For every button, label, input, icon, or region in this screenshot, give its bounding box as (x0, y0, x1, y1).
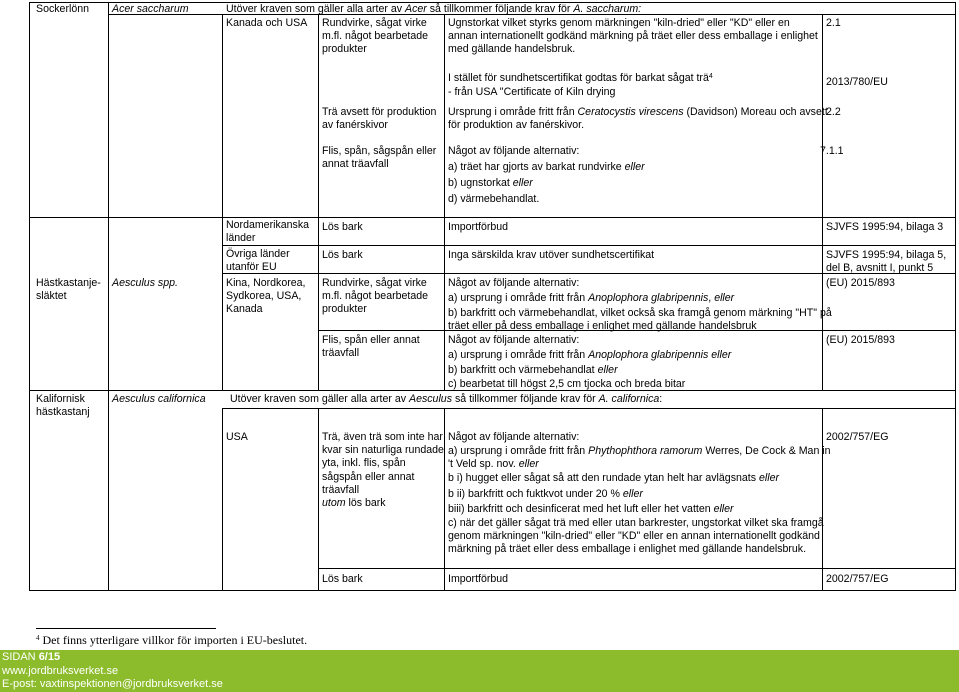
requirement-option: b) barkfritt och värmebehandlat eller (448, 364, 618, 376)
column-border (222, 408, 223, 591)
commodity: Flis, spån, sågspån eller annat träavfall (322, 145, 437, 171)
column-border (822, 217, 823, 391)
requirement-alt-certificate: I stället för sundhetscertifikat godtas för barkat sågat trä$^4$ (448, 72, 713, 84)
requirement-option: c) bearbetat till högst 2,5 cm tjocka och breda bitar (448, 378, 686, 390)
column-border (108, 2, 109, 591)
requirement: Ursprung i område fritt från Ceratocystis virescens (Davidson) Moreau och avsett för produktion av fanérskivor. (448, 106, 828, 132)
common-name: Sockerlönn (36, 3, 89, 15)
commodity: Rundvirke, sågat virke m.fl. något bearbetade produkter (322, 277, 429, 316)
requirement-option: a) ursprung i område fritt från Anoplophora glabripennis, eller (448, 292, 735, 304)
email-link[interactable]: E-post: vaxtinspektionen@jordbruksverket.se (2, 678, 223, 690)
column-border (444, 408, 445, 591)
reference: 2.2 (826, 106, 841, 118)
requirement-intro: Något av följande alternativ: (448, 277, 580, 289)
requirement-option: a) träet har gjorts av barkat rundvirke eller (448, 161, 645, 173)
requirement-option: b) ugnstorkat eller (448, 177, 533, 189)
column-border (29, 2, 30, 591)
commodity: Trä avsett för produktion av fanérskivor (322, 106, 437, 132)
requirement-option: b ii) barkfritt och fuktkvot under 20 % eller (448, 488, 643, 500)
row-border (222, 245, 955, 246)
reference: 2013/780/EU (826, 76, 888, 88)
commodity: Rundvirke, sågat virke m.fl. något bearbetade produkter (322, 17, 429, 56)
reference: SJVFS 1995:94, bilaga 3 (826, 221, 944, 233)
reference: 2002/757/EG (826, 573, 889, 585)
column-border (222, 217, 223, 391)
column-border (444, 217, 445, 391)
origin-country: Kanada och USA (226, 17, 308, 29)
reference: 2002/757/EG (826, 431, 889, 443)
requirement: Importförbud (448, 573, 509, 585)
row-border (29, 217, 955, 218)
requirement: Inga särskilda krav utöver sundhetscertifikat (448, 249, 655, 261)
species-name: Acer saccharum (112, 3, 189, 15)
origin-country: Nordamerikanska länder (226, 219, 310, 245)
common-name: Kalifornisk hästkastanj (36, 393, 90, 419)
column-border (444, 14, 445, 217)
requirement-alt-certificate-line: - från USA "Certificate of Kiln drying (448, 86, 616, 98)
commodity: Lös bark (322, 249, 363, 261)
column-border (822, 408, 823, 591)
reference: SJVFS 1995:94, bilaga 5, del B, avsnitt I, punkt 5 (826, 249, 947, 275)
commodity: Flis, spån eller annat träavfall (322, 334, 420, 360)
requirement: Importförbud (448, 221, 509, 233)
reference: 2.1 (826, 17, 841, 29)
requirement-option: d) värmebehandlat. (448, 193, 540, 205)
column-border (222, 14, 223, 217)
reference: (EU) 2015/893 (826, 334, 895, 346)
common-name: Hästkastanje- släktet (36, 277, 101, 303)
row-border (318, 568, 955, 569)
extra-requirements-header: Utöver kraven som gäller alla arter av Acer så tillkommer följande krav för A. saccharum: (226, 3, 642, 15)
commodity: Lös bark (322, 573, 363, 585)
commodity: Trä, även trä som inte har kvar sin naturliga rundade yta, inkl. flis, spån sågspån eller annat träavfall utom lös bark (322, 431, 444, 510)
requirement-option: a) ursprung i område fritt från Anoplophora glabripennis eller (448, 349, 732, 361)
footnote (36, 634, 307, 647)
origin-country: Övriga länder utanför EU (226, 248, 290, 274)
extra-requirements-header: Utöver kraven som gäller alla arter av Aesculus så tillkommer följande krav för A. californica: (230, 393, 663, 405)
origin-country: USA (226, 431, 248, 443)
footnote-text: Det finns ytterligare villkor för importen i EU-beslutet. (39, 633, 308, 647)
commodity: Lös bark (322, 221, 363, 233)
species-name: Aesculus spp. (112, 277, 178, 289)
requirement-option: a) ursprung i område fritt från Phythophthora ramorum Werres, De Cock & Man in 't Veld sp. nov. eller (448, 445, 831, 471)
species-name: Aesculus californica (112, 393, 206, 405)
row-border (222, 408, 955, 409)
requirement-intro: Något av följande alternativ: (448, 145, 580, 157)
column-border (318, 408, 319, 591)
reference: (EU) 2015/893 (826, 277, 895, 289)
footnote-ref: 4 (708, 73, 713, 80)
requirement-option: b i) hugget eller sågat så att den rundade ytan helt har avlägsnats eller (448, 472, 779, 484)
reference: 7.1.1 (820, 145, 844, 157)
requirement-option: c) när det gäller sågat trä med eller utan barkrester, ungstorkat vilket ska framgå genom märkningen "kiln-dried" eller "KD" eller en annan internationellt godkänd märkning på träet eller dess emballage i enlighet med gällande handelsbruk. (448, 517, 824, 556)
column-border (318, 217, 319, 391)
page-number: 6/15 (38, 651, 61, 663)
requirement-option: biii) barkfritt och desinficerat med het luft eller het vatten eller (448, 503, 734, 515)
footer-bar (0, 650, 959, 692)
column-border (318, 14, 319, 217)
row-border (29, 590, 955, 591)
requirement: Ugnstorkat vilket styrks genom märkningen "kiln-dried" eller "KD" eller en annan internationellt godkänd märkning på träet eller dess emballage i enlighet med gällande handelsbruk. (448, 17, 818, 56)
origin-country: Kina, Nordkorea, Sydkorea, USA, Kanada (226, 277, 306, 316)
footnote-divider (36, 628, 216, 629)
requirement-option: b) barkfritt och värmebehandlat, vilket också ska framgå genom märkning "HT" på träet eller på dess emballage i enlighet med gällande handelsbruk (448, 307, 832, 333)
column-border (955, 2, 956, 591)
requirement-intro: Något av följande alternativ: (448, 431, 580, 443)
requirement-intro: Något av följande alternativ: (448, 334, 580, 346)
page-indicator: SIDAN 6/15 (2, 651, 61, 663)
footnote-number: 4 (36, 634, 40, 642)
website-link[interactable]: www.jordbruksverket.se (2, 665, 119, 677)
